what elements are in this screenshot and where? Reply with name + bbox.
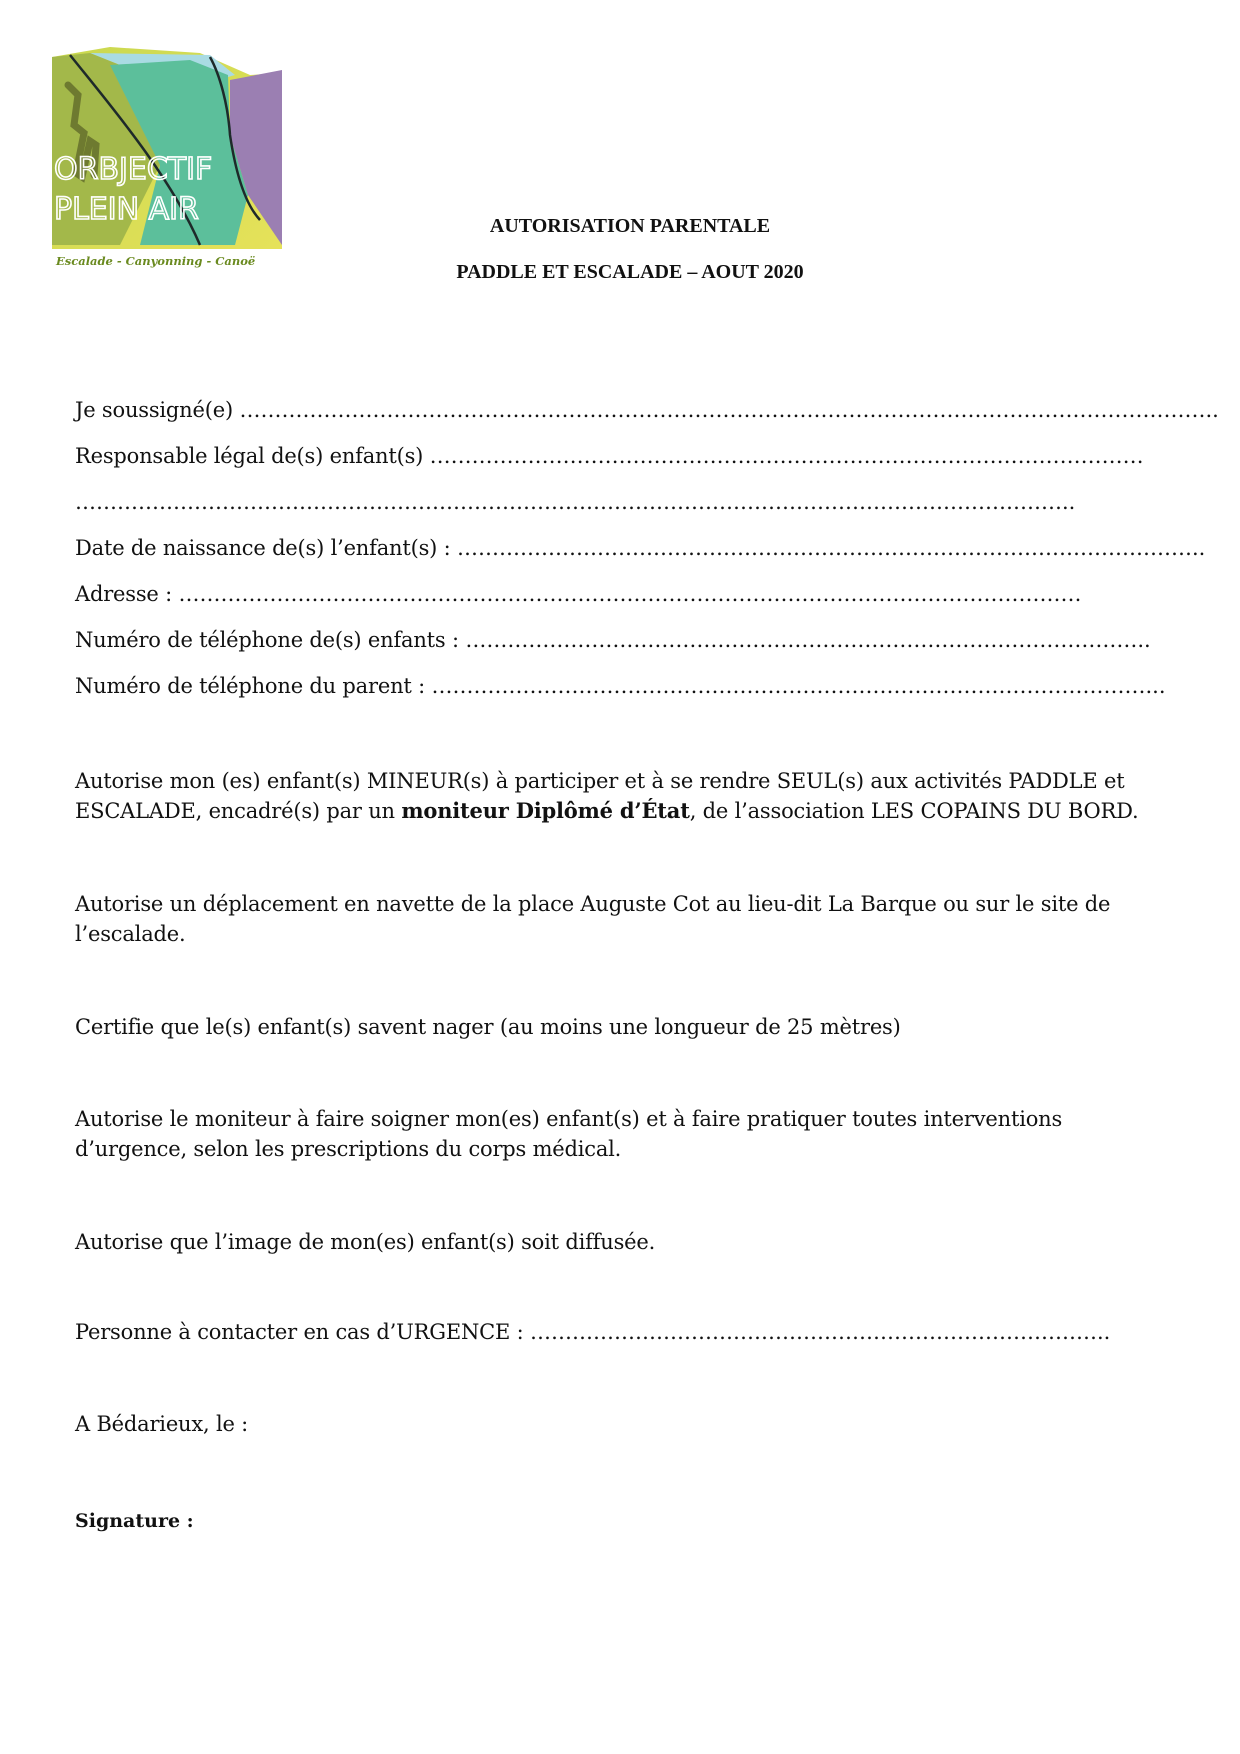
field-urgence-label: Personne à contacter en cas d’URGENCE : <box>75 1320 524 1344</box>
field-soussigne-blank[interactable]: ………………………………………………………………………………………………………………………….. <box>239 398 1219 422</box>
field-tel-enfants <box>75 628 1151 652</box>
field-tel-enfants-label: Numéro de téléphone de(s) enfants : <box>75 628 459 652</box>
field-tel-enfants-blank[interactable]: …………………………………………………………………………………….. <box>465 628 1151 652</box>
field-tel-parent-blank[interactable]: …………………………………………………………………………………………... <box>431 674 1166 698</box>
field-responsable-blank[interactable]: ………………………………………………………………………………………… <box>429 444 1144 468</box>
logo-tagline: Escalade - Canyonning - Canoë <box>56 254 256 268</box>
field-soussigne-label: Je soussigné(e) <box>75 398 233 422</box>
paragraph-association-text: , de l’association LES COPAINS DU BORD. <box>689 799 1139 823</box>
field-tel-parent-label: Numéro de téléphone du parent : <box>75 674 425 698</box>
paragraph-navette: Autorise un déplacement en navette de la place Auguste Cot au lieu-dit La Barque ou sur le site de l’escalade. <box>75 892 1111 946</box>
paragraph-image: Autorise que l’image de mon(es) enfant(s) soit diffusée. <box>75 1230 656 1254</box>
field-soussigne <box>75 398 1219 422</box>
association-logo <box>50 45 286 273</box>
field-adresse <box>75 582 1082 606</box>
field-urgence-blank[interactable]: ……………………………………………………………………….. <box>529 1320 1111 1344</box>
paragraph-autorisation-text: Autorise mon (es) enfant(s) MINEUR(s) à participer et à se rendre SEUL(s) aux activités PADDLE et ESCALADE, encadré(s) par un <box>75 769 1125 823</box>
logo-text-line2: PLEIN AIR <box>54 192 199 227</box>
paragraph-natation: Certifie que le(s) enfant(s) savent nager (au moins une longueur de 25 mètres) <box>75 1015 901 1039</box>
field-tel-parent <box>75 674 1166 698</box>
field-adresse-label: Adresse : <box>75 582 173 606</box>
signature-label: Signature : <box>75 1510 194 1532</box>
field-continuation <box>75 490 1075 514</box>
field-adresse-blank[interactable]: ………………………………………………………………………………………………………………… <box>178 582 1082 606</box>
field-naissance <box>75 536 1205 560</box>
field-continuation-blank[interactable]: …………………………………………………………………………………………………………………………….. <box>75 490 1076 514</box>
document-subtitle: PADDLE ET ESCALADE – AOUT 2020 <box>456 261 804 283</box>
field-naissance-blank[interactable]: …………………………………………………………………………………………….. <box>456 536 1206 560</box>
logo-text-line1: ORBJECTIF <box>54 152 213 187</box>
field-responsable-label: Responsable légal de(s) enfant(s) <box>75 444 424 468</box>
field-urgence <box>75 1320 1110 1344</box>
paragraph-moniteur-bold: moniteur Diplômé d’État <box>401 798 690 823</box>
field-naissance-label: Date de naissance de(s) l’enfant(s) : <box>75 536 451 560</box>
logo-graphic <box>50 45 286 273</box>
paragraph-autorisation-activites <box>75 766 1155 826</box>
paragraph-soins: Autorise le moniteur à faire soigner mon(es) enfant(s) et à faire pratiquer toutes interventions d’urgence, selon les prescriptions du corps médical. <box>75 1107 1063 1161</box>
field-responsable <box>75 444 1144 468</box>
document-title: AUTORISATION PARENTALE <box>489 215 771 237</box>
lieu-date: A Bédarieux, le : <box>75 1412 249 1436</box>
